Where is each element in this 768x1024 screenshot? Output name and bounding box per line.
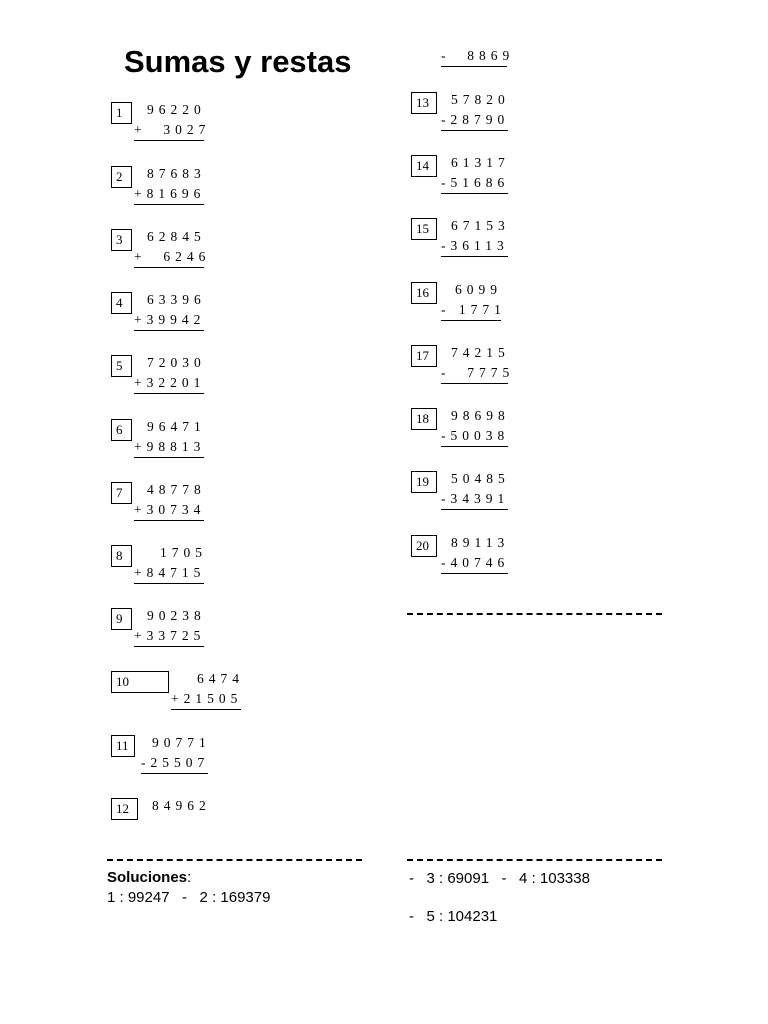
problem-result-line: [134, 330, 204, 331]
problem-result-line: [441, 446, 508, 447]
problem-number-box: 14: [411, 155, 437, 177]
problem-result-line: [171, 709, 241, 710]
problem-result-line: [134, 457, 204, 458]
page-title: Sumas y restas: [124, 44, 352, 79]
problem-second-number: +81696: [134, 186, 206, 201]
problem-number-box: 9: [111, 608, 132, 630]
problem-second-number: +39942: [134, 312, 206, 327]
problem-first-number: 89113: [451, 535, 510, 550]
problem-number-box: 1: [111, 102, 132, 124]
problem-second-number: -50038: [441, 428, 510, 443]
problem-number-box: 8: [111, 545, 132, 567]
problem-first-number: 98698: [451, 408, 510, 423]
problem-second-number: +33725: [134, 628, 206, 643]
problem-second-number: -40746: [441, 555, 510, 570]
problem-second-number: -34391: [441, 491, 510, 506]
problem-second-number: -28790: [441, 112, 510, 127]
problem-number-box: 16: [411, 282, 437, 304]
problem-number-box: 7: [111, 482, 132, 504]
problem-first-number: 61317: [451, 155, 510, 170]
problem-first-number: 90771: [152, 735, 211, 750]
problem-first-number: 63396: [147, 292, 206, 307]
problem-first-number: 57820: [451, 92, 510, 107]
problem-first-number: 87683: [147, 166, 206, 181]
problem-second-number: -36113: [441, 238, 509, 253]
problem-second-number: +32201: [134, 375, 206, 390]
problem-number-box: 20: [411, 535, 437, 557]
problem-result-line: [134, 646, 204, 647]
problem-second-number: +84715: [134, 565, 206, 580]
problem-number-box: 3: [111, 229, 132, 251]
continued-subtrahend: - 8869: [441, 48, 515, 63]
problem-second-number: +30734: [134, 502, 206, 517]
problem-number-box: 18: [411, 408, 437, 430]
problem-result-line: [441, 256, 508, 257]
problem-result-line: [134, 140, 204, 141]
problem-second-number: -51686: [441, 175, 510, 190]
problem-first-number: 6474: [197, 671, 244, 686]
problem-second-number: + 3027: [134, 122, 211, 137]
problem-first-number: 96220: [147, 102, 206, 117]
problem-result-line: [441, 509, 508, 510]
solutions-divider-right: [407, 859, 662, 861]
problem-result-line: [441, 320, 501, 321]
problem-number-box: 11: [111, 735, 135, 757]
problem-first-number: 96471: [147, 419, 206, 434]
problem-number-box: 5: [111, 355, 132, 377]
problem-second-number: - 7775: [441, 365, 515, 380]
problem-first-number: 62845: [147, 229, 206, 244]
problem-number-box: 4: [111, 292, 132, 314]
problem-second-number: +21505: [171, 691, 243, 706]
problem-number-box: 6: [111, 419, 132, 441]
problem-number-box: 15: [411, 218, 437, 240]
problem-first-number: 74215: [451, 345, 510, 360]
problem-result-line: [441, 383, 508, 384]
problem-result-line: [441, 573, 508, 574]
problem-second-number: + 6246: [134, 249, 211, 264]
problem-result-line: [134, 583, 204, 584]
problem-second-number: -25507: [141, 755, 210, 770]
problem-first-number: 84962: [152, 798, 211, 813]
problem-result-line: [134, 267, 204, 268]
problem-result-line: [141, 773, 208, 774]
problem-result-line: [134, 520, 204, 521]
problem-result-line: [134, 393, 204, 394]
problem-first-number: 6099: [455, 282, 502, 297]
problem-first-number: 1705: [160, 545, 207, 560]
problem-result-line: [441, 193, 508, 194]
problem-first-number: 48778: [147, 482, 206, 497]
solutions-heading: Soluciones:: [107, 869, 192, 886]
problem-number-box: 2: [111, 166, 132, 188]
problem-second-number: - 1771: [441, 302, 506, 317]
problem-number-box: 12: [111, 798, 138, 820]
problem-first-number: 50485: [451, 471, 510, 486]
solutions-label: Soluciones: [107, 869, 188, 886]
problem-number-box: 10: [111, 671, 169, 693]
problem-second-number: +98813: [134, 439, 206, 454]
problem-number-box: 19: [411, 471, 437, 493]
problem-first-number: 90238: [147, 608, 206, 623]
problem-number-box: 17: [411, 345, 437, 367]
solutions-divider-left: [107, 859, 362, 861]
problem-number-box: 13: [411, 92, 437, 114]
continued-result-line: [441, 66, 507, 67]
problem-first-number: 67153: [451, 218, 510, 233]
problem-first-number: 72030: [147, 355, 206, 370]
solutions-right-line-1: - 3 : 69091 - 4 : 103338: [409, 870, 590, 887]
solutions-right-line-2: - 5 : 104231: [409, 908, 498, 925]
solutions-left-line: 1 : 99247 - 2 : 169379: [107, 889, 271, 906]
problem-result-line: [441, 130, 508, 131]
problem-result-line: [134, 204, 204, 205]
column-divider-dashes: [407, 613, 662, 615]
